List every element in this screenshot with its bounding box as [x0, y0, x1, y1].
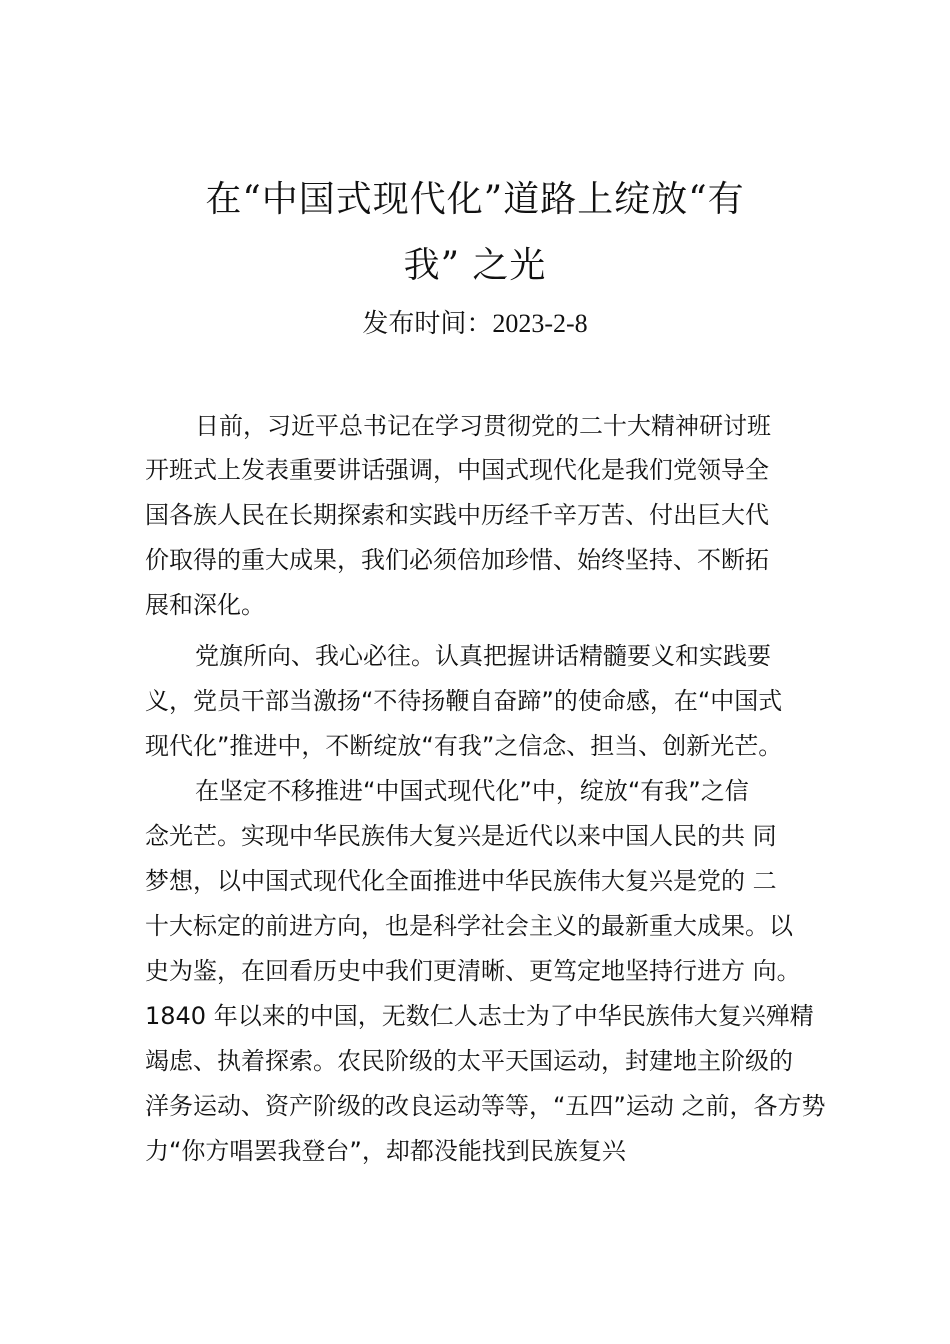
paragraph-line: 洋务运动、资产阶级的改良运动等等，“五四”运动 之前，各方势 — [145, 1092, 826, 1120]
paragraph-line: 现代化”推进中，不断绽放“有我”之信念、担当、创新光芒。 — [145, 732, 783, 760]
paragraph-line: 史为鉴，在回看历史中我们更清晰、更笃定地坚持行进方 向。 — [145, 957, 801, 985]
paragraph-line: 在坚定不移推进“中国式现代化”中，绽放“有我”之信 — [195, 777, 749, 805]
paragraph-line: 义，党员干部当激扬“不待扬鞭自奋蹄”的使命感，在“中国式 — [145, 687, 783, 715]
paragraph-line: 展和深化。 — [145, 591, 265, 619]
paragraph-line: 梦想，以中国式现代化全面推进中华民族伟大复兴是党的 二 — [145, 867, 777, 895]
paragraph-line: 力“你方唱罢我登台”，却都没能找到民族复兴 — [145, 1137, 626, 1165]
paragraph-line: 价取得的重大成果，我们必须倍加珍惜、始终坚持、不断拓 — [145, 546, 769, 574]
paragraph-line: 日前，习近平总书记在学习贯彻党的二十大精神研讨班 — [195, 412, 771, 440]
article-title-line-1: 在“中国式现代化”道路上绽放“有 — [205, 179, 745, 220]
publish-date-label: 发布时间： — [362, 309, 493, 339]
paragraph-line: 竭虑、执着探索。农民阶级的太平天国运动，封建地主阶级的 — [145, 1047, 793, 1075]
publish-date — [0, 306, 950, 342]
paragraph-line: 十大标定的前进方向，也是科学社会主义的最新重大成果。以 — [145, 912, 793, 940]
publish-date-value: 2023-2-8 — [492, 309, 588, 338]
paragraph-line: 念光芒。实现中华民族伟大复兴是近代以来中国人民的共 同 — [145, 822, 777, 850]
paragraph-line: 1840 年以来的中国，无数仁人志士为了中华民族伟大复兴殚精 — [145, 1002, 814, 1030]
paragraph-line: 国各族人民在长期探索和实践中历经千辛万苦、付出巨大代 — [145, 501, 769, 529]
article-title-line-2: 我” 之光 — [403, 245, 547, 286]
paragraph-line: 党旗所向、我心必往。认真把握讲话精髓要义和实践要 — [195, 642, 771, 670]
paragraph-line: 开班式上发表重要讲话强调，中国式现代化是我们党领导全 — [145, 456, 769, 484]
